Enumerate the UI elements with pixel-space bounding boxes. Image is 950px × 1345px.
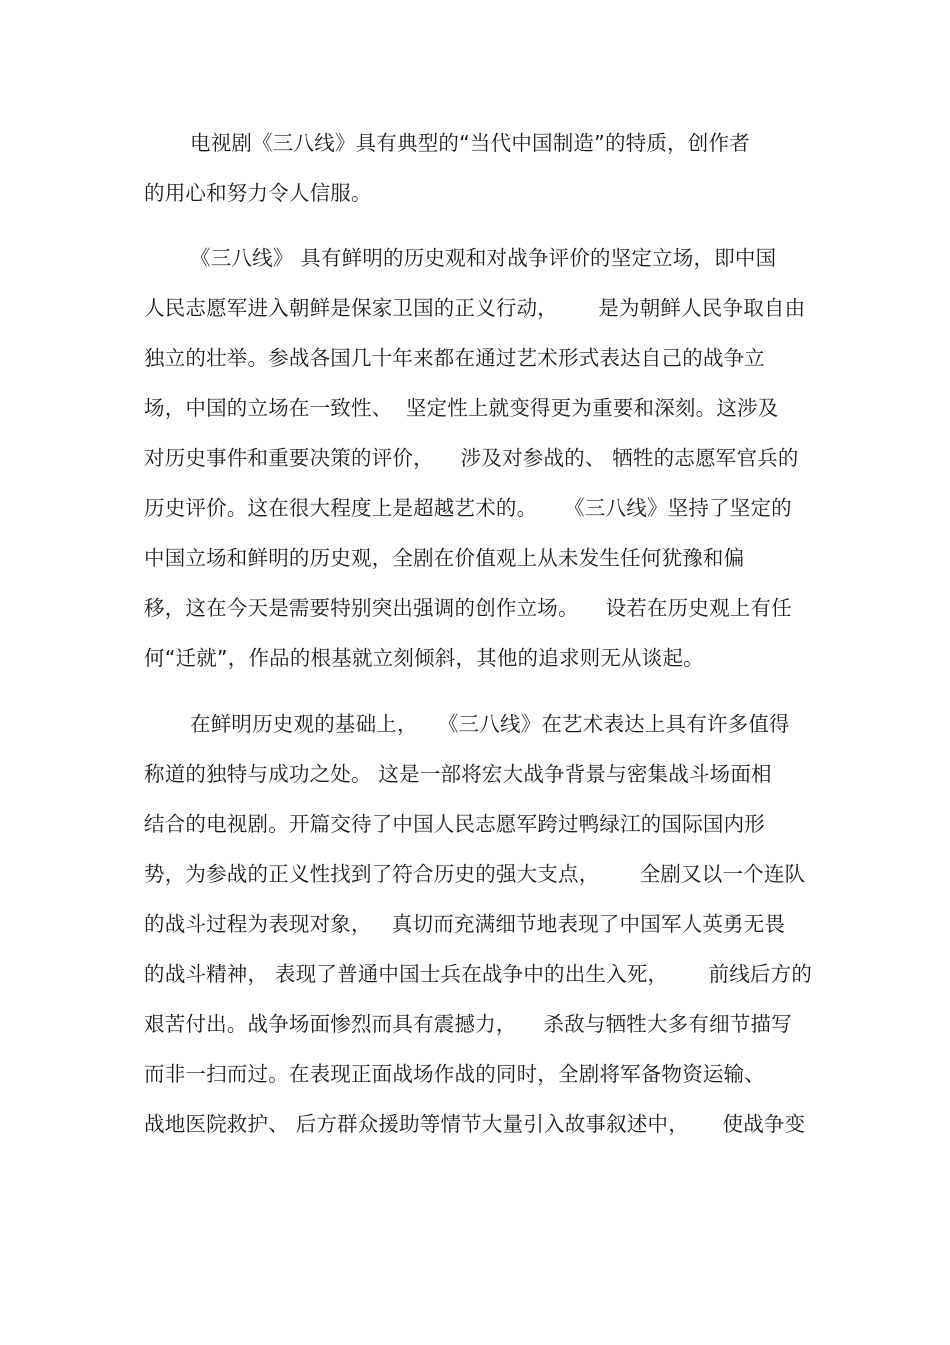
paragraph-2-line-4: 场，中国的立场在一致性、 坚定性上就变得更为重要和深刻。这涉及: [144, 396, 779, 420]
paragraph-1-line-2: 的用心和努力令人信服。: [144, 181, 372, 205]
paragraph-2-line-7: 中国立场和鲜明的历史观，全剧在价值观上从未发生任何犹豫和偏: [144, 546, 745, 570]
paragraph-2-line-1: 《三八线》 具有鲜明的历史观和对战争评价的坚定立场，即中国: [190, 246, 777, 270]
paragraph-3-line-8: 而非一扫而过。在表现正面战场作战的同时，全剧将军备物资运输、: [144, 1062, 765, 1086]
paragraph-3-line-1: 在鲜明历史观的基础上， 《三八线》在艺术表达上具有许多值得: [190, 712, 790, 736]
paragraph-3-line-9: 战地医院救护、 后方群众援助等情节大量引入故事叙述中， 使战争变: [144, 1112, 806, 1136]
paragraph-1-line-1: 电视剧《三八线》具有典型的“当代中国制造”的特质，创作者: [190, 131, 750, 155]
paragraph-3-line-7: 艰苦付出。战争场面惨烈而具有震撼力， 杀敌与牺牲大多有细节描写: [144, 1012, 792, 1036]
paragraph-2-line-8: 移，这在今天是需要特别突出强调的创作立场。 设若在历史观上有任: [144, 596, 792, 620]
paragraph-3-line-5: 的战斗过程为表现对象， 真切而充满细节地表现了中国军人英勇无畏: [144, 912, 786, 936]
paragraph-2-line-5: 对历史事件和重要决策的评价， 涉及对参战的、 牺牲的志愿军官兵的: [144, 446, 799, 470]
paragraph-3-line-3: 结合的电视剧。开篇交待了中国人民志愿军跨过鸭绿江的国际国内形: [144, 812, 765, 836]
paragraph-2-line-9: 何“迁就”，作品的根基就立刻倾斜，其他的追求则无从谈起。: [144, 646, 704, 670]
paragraph-3-line-4: 势，为参战的正义性找到了符合历史的强大支点， 全剧又以一个连队: [144, 862, 806, 886]
paragraph-3-line-6: 的战斗精神， 表现了普通中国士兵在战争中的出生入死， 前线后方的: [144, 962, 813, 986]
paragraph-2-line-6: 历史评价。这在很大程度上是超越艺术的。 《三八线》坚持了坚定的: [144, 496, 792, 520]
paragraph-3-line-2: 称道的独特与成功之处。 这是一部将宏大战争背景与密集战斗场面相: [144, 762, 772, 786]
paragraph-2-line-2: 人民志愿军进入朝鲜是保家卫国的正义行动， 是为朝鲜人民争取自由: [144, 296, 806, 320]
paragraph-2-line-3: 独立的壮举。参战各国几十年来都在通过艺术形式表达自己的战争立: [144, 346, 765, 370]
